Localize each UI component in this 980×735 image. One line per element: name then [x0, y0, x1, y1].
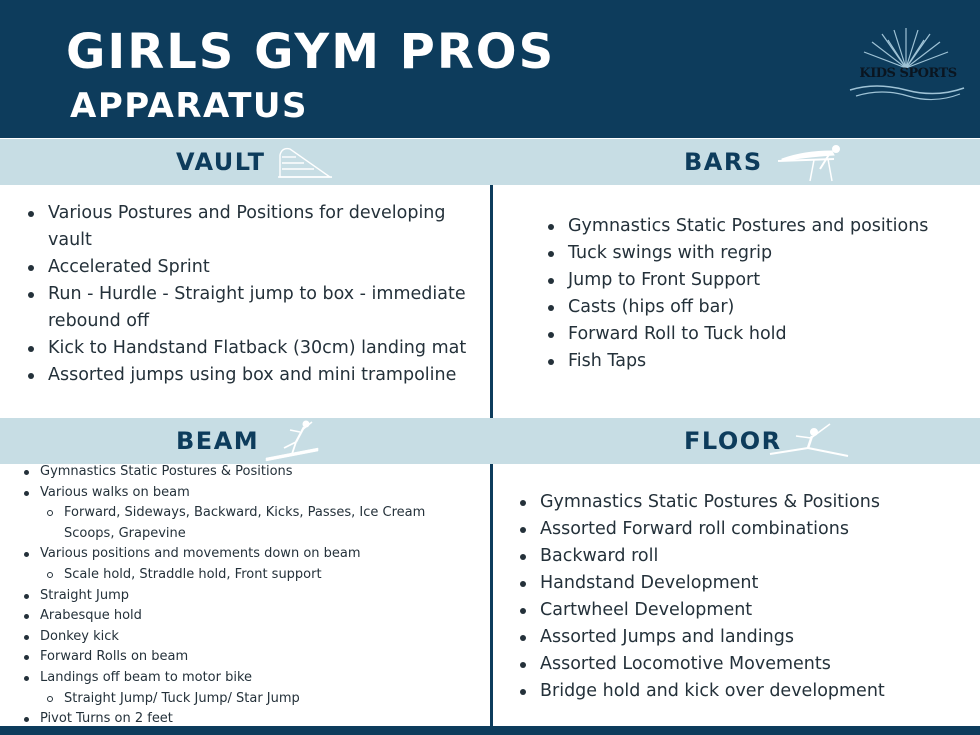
list-item: Assorted Locomotive Movements — [512, 651, 972, 678]
floor-list — [512, 489, 972, 705]
list-item: Kick to Handstand Flatback (30cm) landing mat — [20, 335, 480, 362]
list-subitem: Forward, Sideways, Backward, Kicks, Passes, Ice Cream Scoops, Grapevine — [18, 503, 468, 544]
list-item: Pivot Turns on 2 feet — [18, 709, 468, 730]
list-item: Arabesque hold — [18, 606, 468, 627]
vault-list — [20, 200, 480, 389]
section-band-top — [0, 139, 980, 185]
list-item: Backward roll — [512, 543, 972, 570]
list-item: Run - Hurdle - Straight jump to box - immediate rebound off — [20, 281, 480, 335]
header-banner — [0, 0, 980, 138]
list-item: Fish Taps — [540, 348, 970, 375]
bars-gymnast-icon — [774, 141, 846, 183]
list-item: Cartwheel Development — [512, 597, 972, 624]
list-item: Donkey kick — [18, 627, 468, 648]
list-item: Gymnastics Static Postures and positions — [540, 213, 970, 240]
vault-box-icon — [276, 143, 336, 181]
list-item: Accelerated Sprint — [20, 254, 480, 281]
vault-title: VAULT — [176, 148, 266, 176]
floor-title: FLOOR — [684, 427, 782, 455]
page-subtitle: APPARATUS — [70, 86, 308, 126]
floor-gymnast-icon — [766, 418, 852, 462]
list-item: Forward Rolls on beam — [18, 647, 468, 668]
list-item: Various positions and movements down on beam — [18, 544, 468, 565]
list-item: Various Postures and Positions for developing vault — [20, 200, 480, 254]
list-subitem: Straight Jump/ Tuck Jump/ Star Jump — [18, 689, 468, 710]
beam-title: BEAM — [176, 427, 260, 455]
list-item: Assorted jumps using box and mini trampoline — [20, 362, 480, 389]
list-item: Bridge hold and kick over development — [512, 678, 972, 705]
column-divider-bottom — [490, 464, 493, 726]
beam-gymnast-icon — [262, 418, 322, 462]
list-item: Forward Roll to Tuck hold — [540, 321, 970, 348]
list-item: Assorted Jumps and landings — [512, 624, 972, 651]
list-item: Various walks on beam — [18, 483, 468, 504]
column-divider-top — [490, 185, 493, 418]
list-item: Casts (hips off bar) — [540, 294, 970, 321]
logo-text: KIDS SPORTS — [859, 66, 957, 81]
section-band-mid — [0, 418, 980, 464]
list-item: Gymnastics Static Postures & Positions — [18, 462, 468, 483]
list-item: Gymnastics Static Postures & Positions — [512, 489, 972, 516]
beam-list — [18, 462, 468, 730]
list-item: Straight Jump — [18, 586, 468, 607]
list-subitem: Scale hold, Straddle hold, Front support — [18, 565, 468, 586]
bars-title: BARS — [684, 148, 763, 176]
list-item: Landings off beam to motor bike — [18, 668, 468, 689]
list-item: Tuck swings with regrip — [540, 240, 970, 267]
list-item: Handstand Development — [512, 570, 972, 597]
footer-bar — [0, 726, 980, 735]
page-title: GIRLS GYM PROS — [66, 24, 556, 80]
list-item: Jump to Front Support — [540, 267, 970, 294]
kids-sports-logo — [842, 26, 970, 108]
bars-list — [540, 213, 970, 375]
list-item: Assorted Forward roll combinations — [512, 516, 972, 543]
